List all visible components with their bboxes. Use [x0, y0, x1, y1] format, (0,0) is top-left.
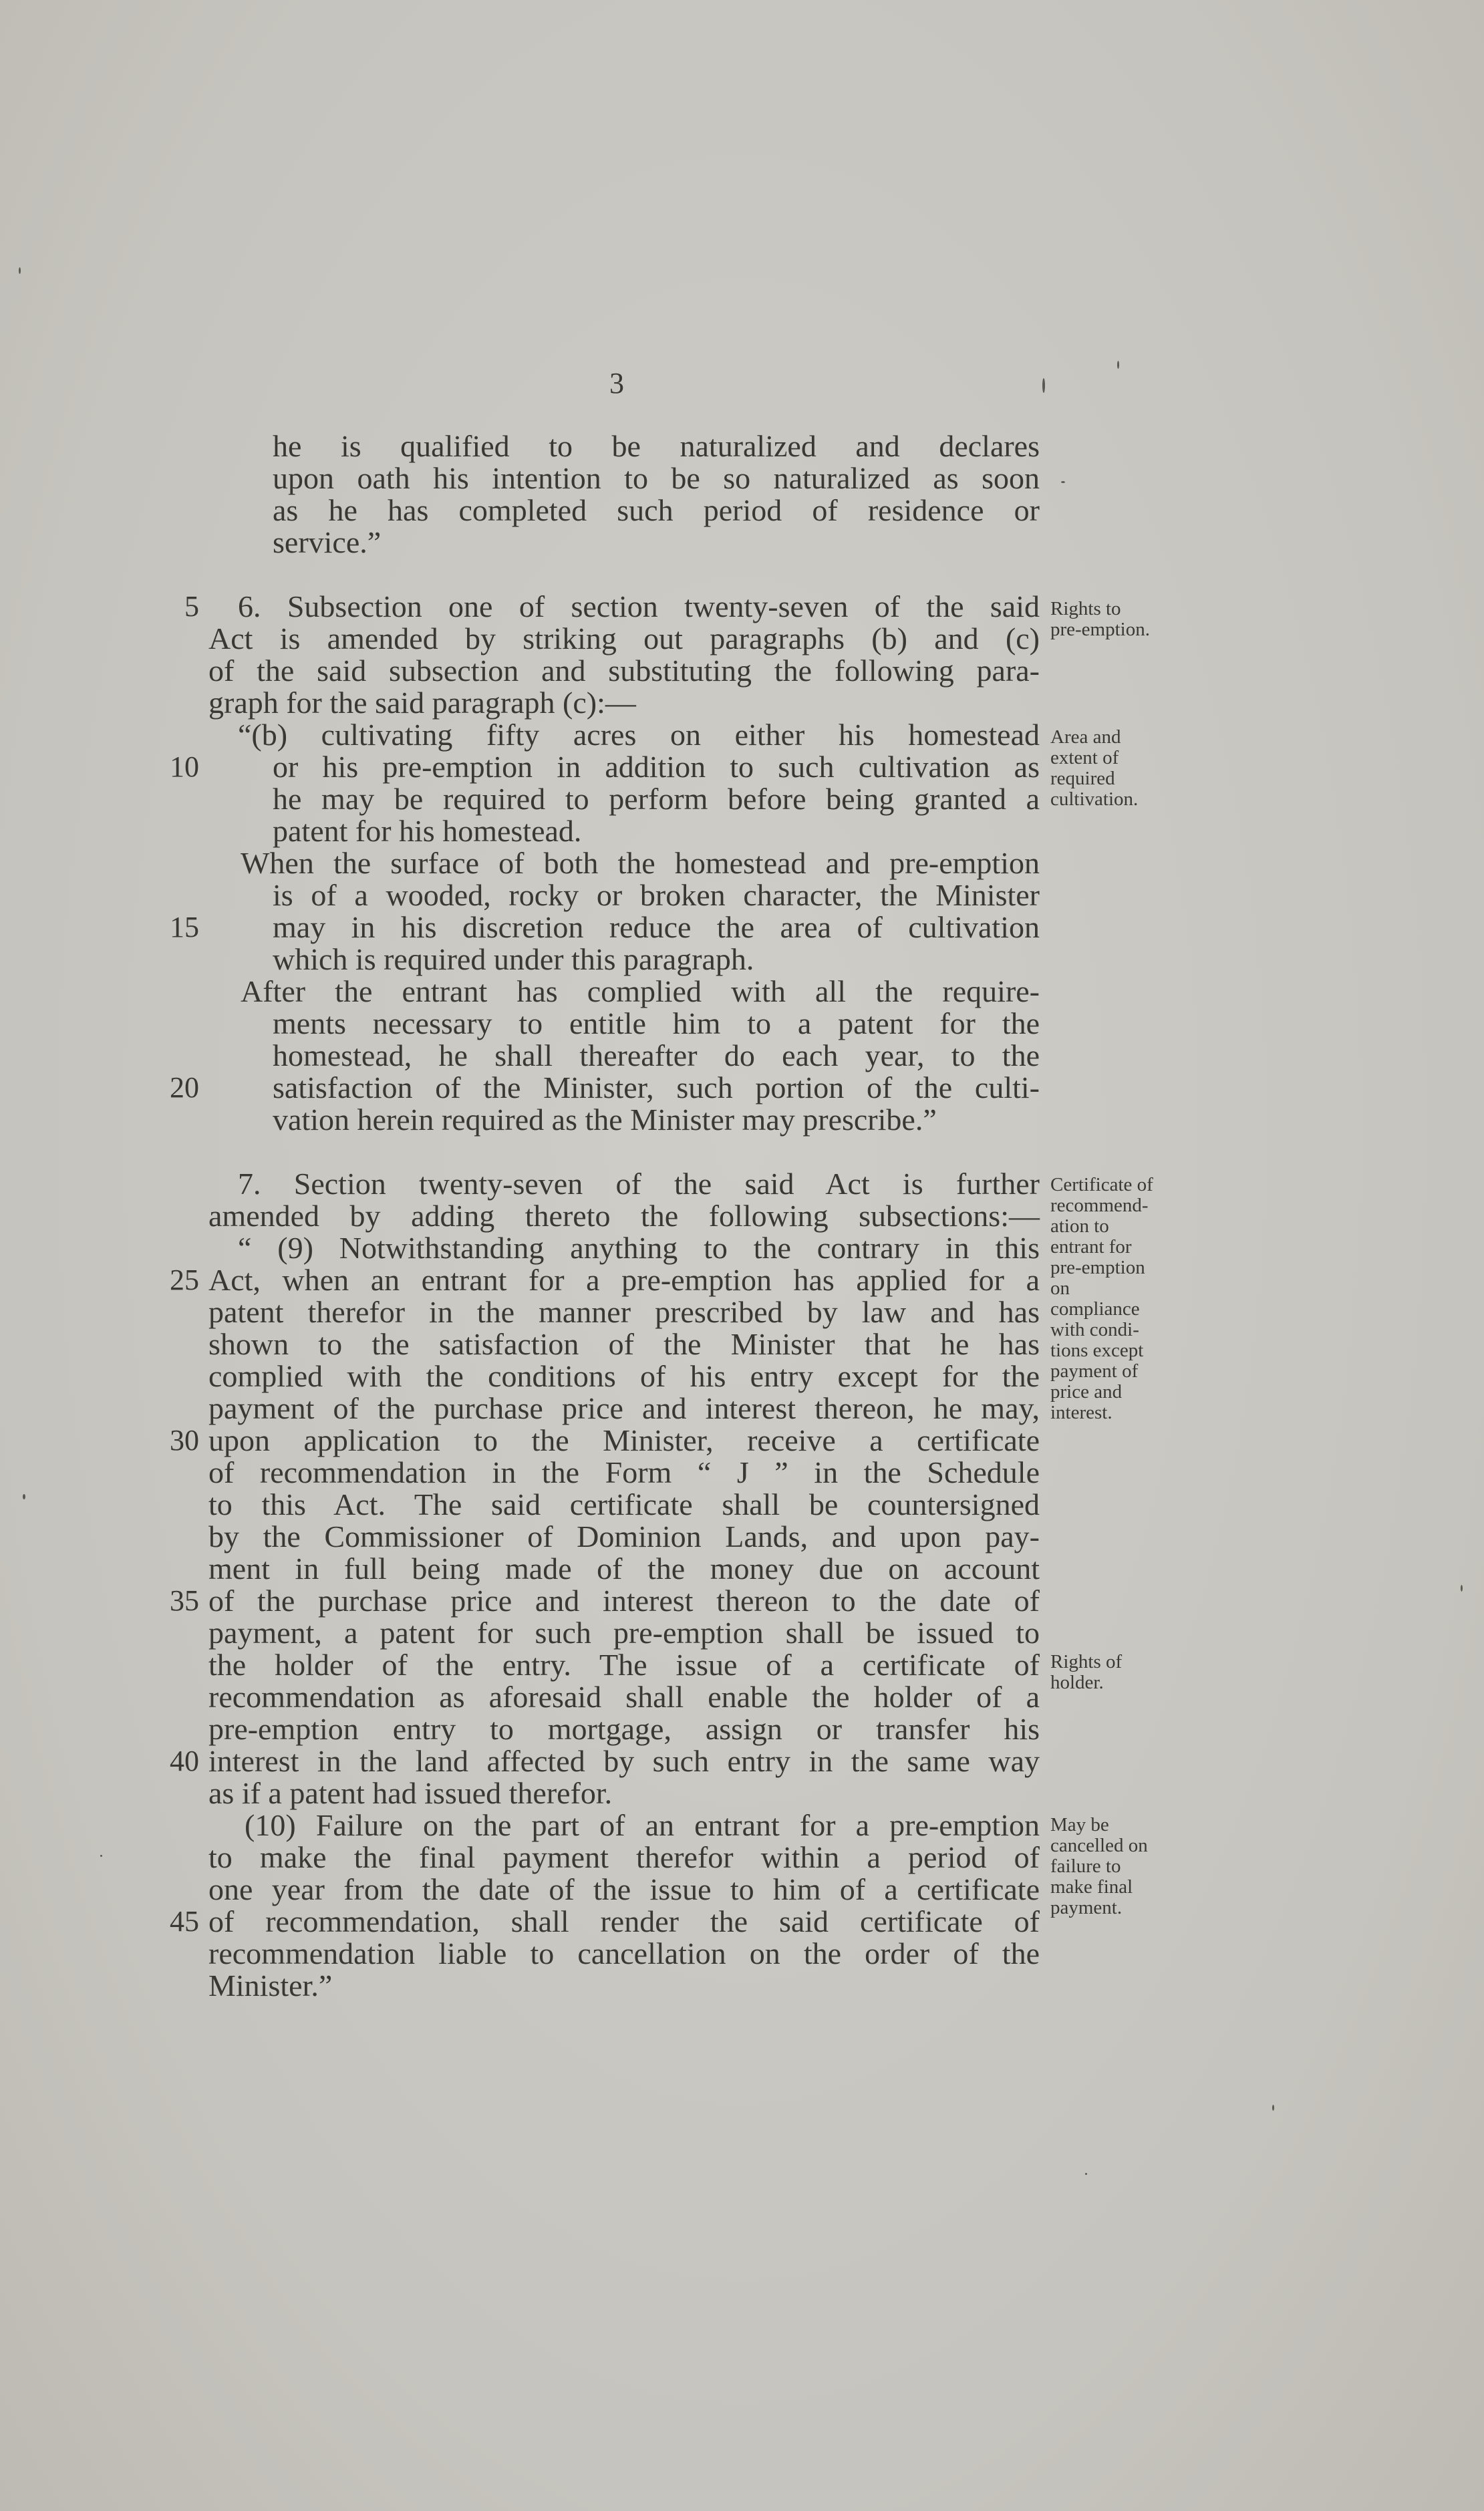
body-line: which is required under this paragraph. [273, 942, 754, 976]
body-line: “ (9) Notwithstanding anything to the contrary in this [238, 1231, 1040, 1265]
body-line: Act, when an entrant for a pre-emption has applied for a [208, 1263, 1040, 1297]
marginal-note-rights-of-holder: Rights of holder. [1050, 1651, 1123, 1693]
body-line: service.” [273, 525, 382, 559]
body-line: graph for the said paragraph (c):— [208, 686, 636, 720]
body-line: recommendation liable to cancellation on the order of the [208, 1936, 1040, 1970]
paper-speck [1042, 378, 1045, 393]
paper-speck [1061, 481, 1065, 483]
body-line: Act is amended by striking out paragraphs (b) and (c) [208, 621, 1040, 655]
body-line: as if a patent had issued therefor. [208, 1776, 613, 1810]
body-line: interest in the land affected by such entry in the same way [208, 1744, 1040, 1778]
body-line: to make the final payment therefor within a period of [208, 1840, 1040, 1874]
marginal-note-rights-to-pre-emption: Rights to pre-emption. [1050, 598, 1150, 640]
body-line: is of a wooded, rocky or broken character, the Minister [273, 878, 1040, 912]
body-line: ment in full being made of the money due on account [208, 1552, 1040, 1586]
body-line: (10) Failure on the part of an entrant for a pre-emption [245, 1808, 1040, 1842]
body-line: or his pre-emption in addition to such cultivation as [273, 750, 1040, 784]
paper-speck [100, 1855, 102, 1857]
body-line: After the entrant has complied with all the require- [241, 974, 1040, 1008]
body-line: upon oath his intention to be so naturalized as soon [273, 461, 1040, 495]
line-number: 40 [170, 1745, 199, 1777]
body-line: by the Commissioner of Dominion Lands, and upon pay- [208, 1519, 1040, 1554]
body-line: payment, a patent for such pre-emption shall be issued to [208, 1616, 1040, 1650]
body-line: shown to the satisfaction of the Minister that he has [208, 1327, 1040, 1361]
body-line: as he has completed such period of residence or [273, 493, 1040, 527]
line-number: 25 [170, 1264, 199, 1296]
paper-speck [19, 267, 21, 274]
body-line: homestead, he shall thereafter do each year, to the [273, 1038, 1040, 1072]
line-number: 20 [170, 1071, 199, 1104]
paper-speck [1117, 361, 1119, 369]
body-line: patent therefor in the manner prescribed by law and has [208, 1295, 1040, 1329]
line-number: 45 [170, 1905, 199, 1938]
marginal-note-may-be-cancelled: May be cancelled on failure to make final payment. [1050, 1814, 1148, 1918]
body-line: of recommendation in the Form “ J ” in the Schedule [208, 1455, 1040, 1489]
section-7-heading-line: 7. Section twenty-seven of the said Act is further [238, 1167, 1040, 1201]
section-6-heading-line: 6. Subsection one of section twenty-seven of the said [238, 589, 1040, 623]
body-line: one year from the date of the issue to him of a certificate [208, 1872, 1040, 1906]
paper-speck [1085, 2173, 1087, 2175]
body-line: the holder of the entry. The issue of a certificate of [208, 1648, 1040, 1682]
body-line: upon application to the Minister, receive a certificate [208, 1423, 1040, 1457]
body-line: vation herein required as the Minister may prescribe.” [273, 1102, 937, 1137]
body-line: ments necessary to entitle him to a patent for the [273, 1006, 1040, 1040]
paper-speck [23, 1494, 25, 1499]
body-line: to this Act. The said certificate shall be countersigned [208, 1487, 1040, 1521]
page-number: 3 [609, 367, 624, 400]
body-line: pre-emption entry to mortgage, assign or transfer his [208, 1712, 1040, 1746]
body-line: complied with the conditions of his entry except for the [208, 1359, 1040, 1393]
body-line: may in his discretion reduce the area of cultivation [273, 910, 1040, 944]
body-line: When the surface of both the homestead and pre-emption [241, 846, 1040, 880]
line-number: 5 [184, 590, 199, 623]
marginal-note-area-of-cultivation: Area and extent of required cultivation. [1050, 726, 1139, 810]
body-line: “(b) cultivating fifty acres on either his homestead [238, 718, 1040, 752]
body-line: Minister.” [208, 1968, 333, 2003]
body-line: of recommendation, shall render the said certificate of [208, 1904, 1040, 1938]
body-line: satisfaction of the Minister, such portion of the culti- [273, 1070, 1040, 1104]
line-number: 30 [170, 1424, 199, 1457]
line-number: 15 [170, 911, 199, 943]
line-number: 35 [170, 1584, 199, 1617]
body-line: of the said subsection and substituting the following para- [208, 653, 1040, 688]
body-line: of the purchase price and interest thereon to the date of [208, 1584, 1040, 1618]
paper-speck [1272, 2105, 1274, 2111]
marginal-note-certificate-of-recommendation: Certificate of recommend- ation to entrant for pre-emption on compliance with condi- tions except payment of price and interest. [1050, 1174, 1153, 1423]
body-line: he may be required to perform before being granted a [273, 782, 1040, 816]
paper-speck [1461, 1585, 1463, 1592]
body-line: he is qualified to be naturalized and declares [273, 429, 1040, 463]
body-line: recommendation as aforesaid shall enable the holder of a [208, 1680, 1040, 1714]
line-number: 10 [170, 750, 199, 783]
body-line: patent for his homestead. [273, 814, 582, 848]
body-line: amended by adding thereto the following subsections:— [208, 1199, 1040, 1233]
body-line: payment of the purchase price and interest thereon, he may, [208, 1391, 1040, 1425]
